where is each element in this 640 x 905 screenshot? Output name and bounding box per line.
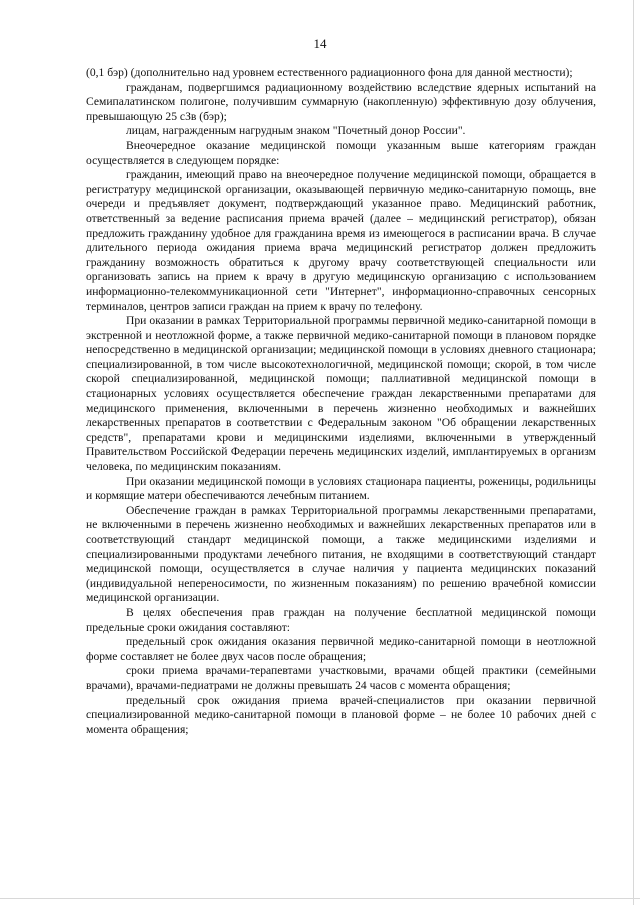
paragraph-honorary-donor: лицам, награжденным нагрудным знаком "Почетный донор России".: [126, 124, 466, 138]
paragraph-urgent-care-wait: предельный срок ожидания оказания первичной медико-санитарной помощи в неотложной форме составляет не более двух часов после обращения;: [86, 635, 596, 663]
paragraph-waiting-times-intro: В целях обеспечения прав граждан на получение бесплатной медицинской помощи предельные сроки ожидания составляют:: [86, 605, 596, 634]
paragraph-radiation-dose: (0,1 бэр) (дополнительно над уровнем естественного радиационного фона для данной местности);: [86, 66, 573, 79]
paragraph-semipalatinsk: гражданам, подвергшимся радиационному воздействию вследствие ядерных испытаний на Семипалатинском полигоне, получившим суммарную (накопленную) эффективную дозу облучения, превышающую 25 сЗв (бэр);: [86, 80, 596, 123]
page-number: 14: [313, 36, 327, 51]
paragraph-non-list-drugs: Обеспечение граждан в рамках Территориальной программы лекарственными препаратами, не включенными в перечень жизненно необходимых и важнейших лекарственных препаратов или в соответствующий стандарт медицинской помощи, а также медицинскими изделиями и специализированными продуктами лечебного питания, не входящими в соответствующий стандарт медицинской помощи, осуществляется в случае наличия у пациента медицинских показаний (индивидуальной непереносимости, по жизненным показаниям) по решению врачебной комиссии медицинской организации.: [86, 503, 596, 605]
scan-edge-bottom: [0, 898, 640, 899]
paragraph-therapist-wait: сроки приема врачами-терапевтами участковыми, врачами общей практики (семейными врачами), врачами-педиатрами не должны превышать 24 часов с момента обращения;: [86, 664, 596, 692]
paragraph-registration-procedure: гражданин, имеющий право на внеочередное получение медицинской помощи, обращается в регистратуру медицинской организации, оказывающей первичную медико-санитарную помощь, вне очереди и предъявляет документ, подтверждающий указанное право. Медицинский работник, ответственный за ведение расписания приема врачей (далее – медицинский регистратор), обязан предложить гражданину удобное для гражданина время из имеющегося в расписании врача. В случае длительного периода ожидания приема врача медицинский регистратор должен предложить гражданину возможность обратиться к другому врачу соответствующей специальности или организовать запись на прием к врачу в другую медицинскую организацию с использованием информационно-телекоммуникационной сети "Интернет", информационно-справочных сенсорных терминалов, центров записи граждан на прием к врачу по телефону.: [86, 168, 596, 313]
paragraph-specialist-wait: предельный срок ожидания приема врачей-специалистов при оказании первичной специализированной медико-санитарной помощи в плановой форме – не более 10 рабочих дней с момента обращения;: [86, 693, 596, 736]
paragraph-therapeutic-nutrition: При оказании медицинской помощи в условиях стационара пациенты, роженицы, родильницы и кормящие матери обеспечиваются лечебным питанием.: [86, 474, 596, 503]
scan-edge-right: [633, 0, 634, 905]
paragraph-drug-provision: При оказании в рамках Территориальной программы первичной медико-санитарной помощи в экстренной и неотложной форме, а также первичной медико-санитарной помощи в плановом порядке непосредственно в медицинской организации; медицинской помощи в условиях дневного стационара; специализированной, в том числе высокотехнологичной, медицинской помощи; скорой, в том числе скорой специализированной, медицинской помощи; паллиативной медицинской помощи в стационарных условиях осуществляется обеспечение граждан лекарственными препаратами для медицинского применения, включенными в перечень жизненно необходимых и важнейших лекарственных препаратов в соответствии с Федеральным законом "Об обращении лекарственных средств", препаратами крови и медицинскими изделиями, включенными в утвержденный Правительством Российской Федерации перечень медицинских изделий, имплантируемых в организм человека, по медицинским показаниям.: [86, 314, 596, 474]
document-body: [86, 66, 596, 737]
paragraph-priority-order: Внеочередное оказание медицинской помощи указанным выше категориям граждан осуществляется в следующем порядке:: [86, 138, 596, 167]
